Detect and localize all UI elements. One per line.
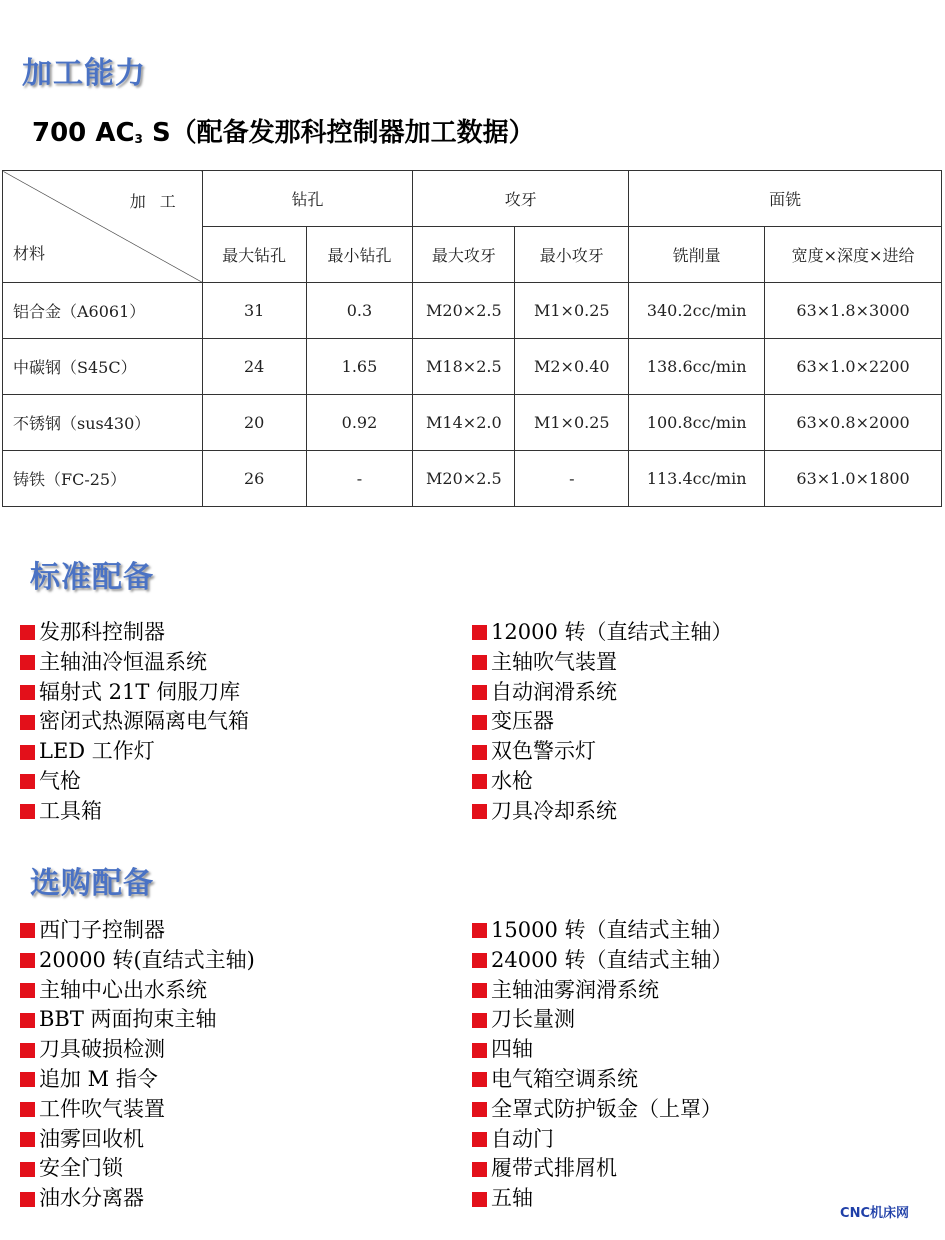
table-cell: 340.2cc/min — [629, 283, 765, 339]
table-cell: M20×2.5 — [413, 283, 515, 339]
list-item: 工件吹气装置 — [20, 1095, 255, 1125]
red-square-bullet-icon — [20, 1132, 35, 1147]
red-square-bullet-icon — [20, 625, 35, 640]
table-cell: M1×0.25 — [515, 395, 629, 451]
list-item: 自动门 — [472, 1125, 732, 1155]
list-item: LED 工作灯 — [20, 737, 249, 767]
red-square-bullet-icon — [472, 983, 487, 998]
list-item: 24000 转（直结式主轴） — [472, 946, 732, 976]
list-item: 主轴中心出水系统 — [20, 976, 255, 1006]
subtitle-note: （配备发那科控制器加工数据） — [170, 118, 535, 148]
corner-bottom-label: 材料 — [13, 244, 46, 263]
red-square-bullet-icon — [472, 953, 487, 968]
table-cell: 113.4cc/min — [629, 451, 765, 507]
list-item: 追加 M 指令 — [20, 1065, 255, 1095]
table-cell: 63×1.0×1800 — [765, 451, 942, 507]
list-item: BBT 两面拘束主轴 — [20, 1005, 255, 1035]
model-subscript: 3 — [134, 132, 143, 146]
table-header-row — [3, 171, 942, 227]
table-cell: 0.92 — [306, 395, 413, 451]
table-cell: 0.3 — [306, 283, 413, 339]
model-subtitle — [32, 112, 535, 149]
list-item: 刀具破损检测 — [20, 1035, 255, 1065]
model-suffix: S — [142, 118, 171, 148]
table-cell: 63×1.8×3000 — [765, 283, 942, 339]
table-cell: 1.65 — [306, 339, 413, 395]
red-square-bullet-icon — [20, 1162, 35, 1177]
header-face-milling: 面铣 — [629, 171, 942, 227]
red-square-bullet-icon — [20, 745, 35, 760]
header-drilling: 钻孔 — [202, 171, 413, 227]
material-cell: 不锈钢（sus430） — [3, 395, 203, 451]
list-item: 五轴 — [472, 1184, 732, 1214]
table-cell: M18×2.5 — [413, 339, 515, 395]
red-square-bullet-icon — [472, 1132, 487, 1147]
optional-list-right — [472, 916, 732, 1214]
list-item: 辐射式 21T 伺服刀库 — [20, 678, 249, 708]
red-square-bullet-icon — [20, 655, 35, 670]
table-row — [3, 339, 942, 395]
table-corner-cell — [3, 171, 203, 283]
list-item: 12000 转（直结式主轴） — [472, 618, 732, 648]
list-item: 密闭式热源隔离电气箱 — [20, 707, 249, 737]
table-cell: 26 — [202, 451, 306, 507]
list-item: 水枪 — [472, 767, 732, 797]
red-square-bullet-icon — [20, 804, 35, 819]
subheader-max-tap: 最大攻牙 — [413, 227, 515, 283]
table-cell: M14×2.0 — [413, 395, 515, 451]
table-row — [3, 283, 942, 339]
list-item: 工具箱 — [20, 797, 249, 827]
list-item: 安全门锁 — [20, 1154, 255, 1184]
table-row — [3, 451, 942, 507]
table-cell: M20×2.5 — [413, 451, 515, 507]
red-square-bullet-icon — [20, 1043, 35, 1058]
header-tapping: 攻牙 — [413, 171, 629, 227]
optional-section-title: 选购配备 — [30, 866, 154, 901]
list-item: 主轴吹气装置 — [472, 648, 732, 678]
list-item: 电气箱空调系统 — [472, 1065, 732, 1095]
red-square-bullet-icon — [20, 953, 35, 968]
list-item: 全罩式防护钣金（上罩） — [472, 1095, 732, 1125]
red-square-bullet-icon — [20, 685, 35, 700]
table-row — [3, 395, 942, 451]
red-square-bullet-icon — [20, 983, 35, 998]
material-cell: 铸铁（FC-25） — [3, 451, 203, 507]
red-square-bullet-icon — [472, 774, 487, 789]
subheader-min-drill: 最小钻孔 — [306, 227, 413, 283]
red-square-bullet-icon — [20, 1192, 35, 1207]
material-cell: 中碳钢（S45C） — [3, 339, 203, 395]
red-square-bullet-icon — [20, 715, 35, 730]
standard-section-title: 标准配备 — [30, 560, 154, 595]
list-item: 气枪 — [20, 767, 249, 797]
capability-section-title: 加工能力 — [22, 56, 146, 91]
list-item: 变压器 — [472, 707, 732, 737]
table-cell: 24 — [202, 339, 306, 395]
list-item: 主轴油冷恒温系统 — [20, 648, 249, 678]
table-cell: M1×0.25 — [515, 283, 629, 339]
red-square-bullet-icon — [472, 923, 487, 938]
red-square-bullet-icon — [20, 1102, 35, 1117]
list-item: 主轴油雾润滑系统 — [472, 976, 732, 1006]
red-square-bullet-icon — [472, 1072, 487, 1087]
red-square-bullet-icon — [472, 1013, 487, 1028]
red-square-bullet-icon — [472, 655, 487, 670]
red-square-bullet-icon — [472, 1162, 487, 1177]
red-square-bullet-icon — [472, 685, 487, 700]
table-cell: 20 — [202, 395, 306, 451]
list-item: 油水分离器 — [20, 1184, 255, 1214]
capability-table — [2, 170, 942, 507]
table-cell: 100.8cc/min — [629, 395, 765, 451]
table-cell: - — [306, 451, 413, 507]
standard-list-right — [472, 618, 732, 827]
list-item: 刀具冷却系统 — [472, 797, 732, 827]
watermark-logo: CNC机床网 — [840, 1206, 909, 1221]
subheader-milling-volume: 铣削量 — [629, 227, 765, 283]
red-square-bullet-icon — [20, 1013, 35, 1028]
table-cell: M2×0.40 — [515, 339, 629, 395]
material-cell: 铝合金（A6061） — [3, 283, 203, 339]
list-item: 双色警示灯 — [472, 737, 732, 767]
optional-list-left — [20, 916, 255, 1214]
red-square-bullet-icon — [472, 1192, 487, 1207]
red-square-bullet-icon — [472, 804, 487, 819]
list-item: 履带式排屑机 — [472, 1154, 732, 1184]
list-item: 油雾回收机 — [20, 1125, 255, 1155]
subheader-max-drill: 最大钻孔 — [202, 227, 306, 283]
red-square-bullet-icon — [472, 625, 487, 640]
list-item: 西门子控制器 — [20, 916, 255, 946]
table-cell: - — [515, 451, 629, 507]
red-square-bullet-icon — [472, 745, 487, 760]
list-item: 自动润滑系统 — [472, 678, 732, 708]
list-item: 发那科控制器 — [20, 618, 249, 648]
red-square-bullet-icon — [20, 1072, 35, 1087]
list-item: 刀长量测 — [472, 1005, 732, 1035]
standard-list-left — [20, 618, 249, 827]
list-item: 20000 转(直结式主轴) — [20, 946, 255, 976]
subheader-width-depth-feed: 宽度×深度×进给 — [765, 227, 942, 283]
list-item: 四轴 — [472, 1035, 732, 1065]
list-item: 15000 转（直结式主轴） — [472, 916, 732, 946]
red-square-bullet-icon — [472, 1102, 487, 1117]
model-name: 700 AC — [32, 118, 135, 148]
table-cell: 138.6cc/min — [629, 339, 765, 395]
table-cell: 31 — [202, 283, 306, 339]
table-cell: 63×0.8×2000 — [765, 395, 942, 451]
red-square-bullet-icon — [20, 923, 35, 938]
table-cell: 63×1.0×2200 — [765, 339, 942, 395]
corner-top-label: 加工 — [129, 192, 190, 211]
red-square-bullet-icon — [20, 774, 35, 789]
red-square-bullet-icon — [472, 715, 487, 730]
subheader-min-tap: 最小攻牙 — [515, 227, 629, 283]
red-square-bullet-icon — [472, 1043, 487, 1058]
